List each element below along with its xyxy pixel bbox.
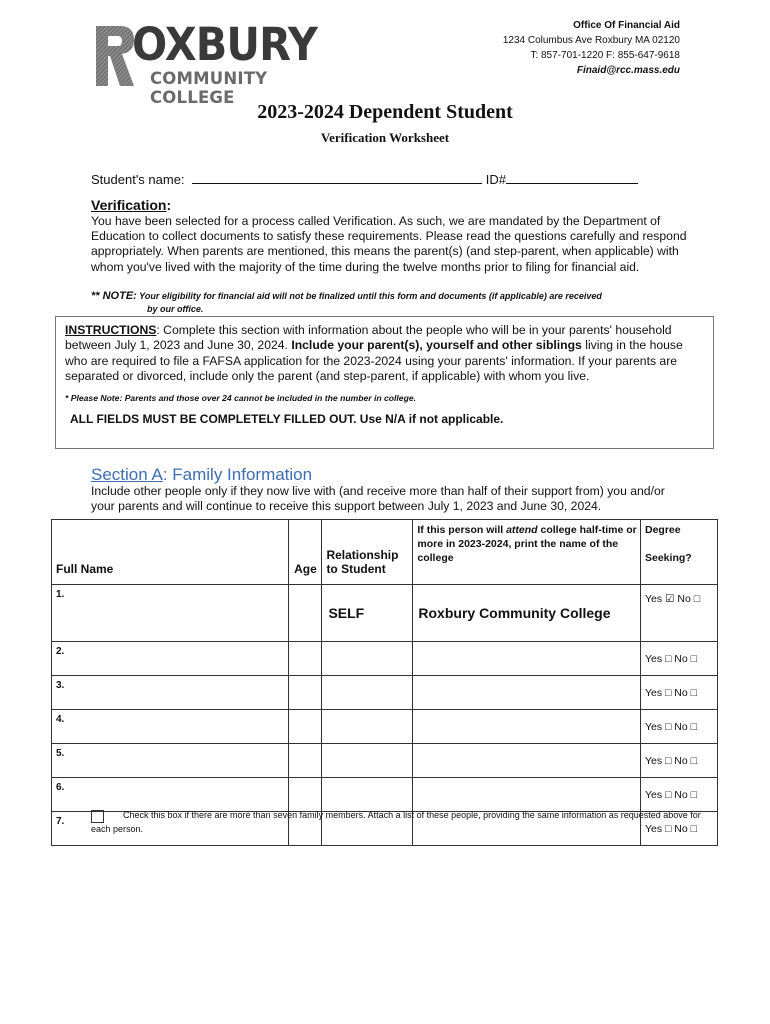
- verification-heading-colon: :: [166, 197, 172, 213]
- verification-heading: [91, 197, 171, 213]
- logo-wordmark: OXBURY: [132, 18, 317, 71]
- office-email: Finaid@rcc.mass.edu: [576, 65, 680, 76]
- header-college-post: college half-time or more in 2023-2024, print the name of the college: [417, 524, 637, 564]
- instructions-bold: Include your parent(s), yourself and other siblings: [291, 338, 582, 353]
- college-cell[interactable]: Roxbury Community College: [413, 585, 641, 642]
- table-header-row: [52, 520, 718, 585]
- instructions-heading: INSTRUCTIONS: [65, 323, 157, 337]
- student-id-label: ID#: [485, 172, 507, 187]
- row-number[interactable]: 2.: [52, 642, 289, 676]
- all-fields-notice: ALL FIELDS MUST BE COMPLETELY FILLED OUT. Use N/A if not applicable.: [70, 412, 504, 426]
- header-degree: [641, 520, 718, 585]
- office-contact: [503, 18, 680, 78]
- table-row: [52, 642, 718, 676]
- table-row: [52, 744, 718, 778]
- row-number[interactable]: 5.: [52, 744, 289, 778]
- row-number[interactable]: 1.: [52, 585, 289, 642]
- header-college-pre: If this person will: [417, 524, 507, 536]
- degree-seeking-checkboxes[interactable]: Yes □ No □: [641, 812, 718, 846]
- row-number[interactable]: 7.: [52, 812, 289, 846]
- relationship-cell[interactable]: [322, 710, 413, 744]
- relationship-cell[interactable]: [322, 778, 413, 812]
- degree-seeking-checkboxes[interactable]: Yes □ No □: [641, 676, 718, 710]
- row-number[interactable]: 3.: [52, 676, 289, 710]
- office-address: 1234 Columbus Ave Roxbury MA 02120: [502, 35, 680, 46]
- relationship-cell[interactable]: [322, 642, 413, 676]
- section-a-title: : Family Information: [162, 465, 313, 484]
- verification-heading-text: Verification: [91, 197, 167, 213]
- section-a-label: Section A: [91, 465, 163, 484]
- logo-subtitle: COMMUNITY COLLEGE: [150, 69, 268, 107]
- header-full-name: Full Name: [52, 520, 289, 585]
- section-a-heading: [91, 465, 312, 485]
- page-title: 2023-2024 Dependent Student: [257, 101, 513, 123]
- age-cell[interactable]: [289, 585, 322, 642]
- row-number[interactable]: 6.: [52, 778, 289, 812]
- age-cell[interactable]: [289, 744, 322, 778]
- age-cell[interactable]: [289, 710, 322, 744]
- row-number[interactable]: 4.: [52, 710, 289, 744]
- instructions-body: [65, 323, 705, 384]
- relationship-cell[interactable]: [322, 744, 413, 778]
- logo-r-mark-icon: [94, 24, 134, 88]
- instructions-part-1: : Complete this section with information about the people who will be in your parents' household between July 1, 2023 and June 30, 2024.: [65, 323, 672, 353]
- college-cell[interactable]: [413, 710, 641, 744]
- student-id-field[interactable]: [506, 171, 638, 184]
- college-cell[interactable]: [413, 642, 641, 676]
- office-phone: T: 857-701-1220 F: 855-647-9618: [530, 50, 680, 61]
- age-cell[interactable]: [289, 676, 322, 710]
- more-members-note: Check this box if there are more than seven family members. Attach a list of these people, providing the same information as requested above for each person.: [91, 810, 701, 834]
- college-logo: [94, 18, 346, 107]
- college-cell[interactable]: [413, 778, 641, 812]
- degree-seeking-checkboxes[interactable]: Yes □ No □: [641, 710, 718, 744]
- college-cell[interactable]: [413, 676, 641, 710]
- table-row: [52, 778, 718, 812]
- instructions-part-2: living in the house who are required to file a FAFSA application for the 2023-2024 using your parents' information. If your parents are separated or divorced, include only the parent (and step-parent, if applicable) with whom you live.: [65, 338, 683, 383]
- college-cell[interactable]: [413, 744, 641, 778]
- header-seeking-label: Seeking?: [645, 552, 692, 564]
- degree-seeking-checkboxes[interactable]: Yes ☑ No □: [641, 585, 718, 642]
- office-name: Office Of Financial Aid: [573, 20, 680, 31]
- header-degree-label: Degree: [645, 524, 681, 536]
- section-a-body: Include other people only if they now live with (and receive more than half of their support from) you and/or your parents and will continue to receive this support between July 1, 2023 and June 30, 2024.: [91, 484, 665, 514]
- note-line-2: by our office.: [147, 304, 204, 314]
- page-subtitle: Verification Worksheet: [320, 130, 450, 145]
- degree-seeking-checkboxes[interactable]: Yes □ No □: [641, 642, 718, 676]
- header-college-em: attend: [506, 524, 538, 536]
- header-age: Age: [289, 520, 322, 585]
- family-info-table: [51, 519, 718, 846]
- age-cell[interactable]: [289, 642, 322, 676]
- age-cell[interactable]: [289, 778, 322, 812]
- verification-body: You have been selected for a process called Verification. As such, we are mandated by the Department of Education to collect documents to satisfy these requirements. Please read the questions carefully and respond appropriately. When parents are mentioned, this means the parent(s) (and step-parent, when applicable) with whom you've lived with the majority of the time during the twelve months prior to filing for financial aid.: [91, 214, 687, 274]
- relationship-cell[interactable]: [322, 676, 413, 710]
- degree-seeking-checkboxes[interactable]: Yes □ No □: [641, 744, 718, 778]
- please-note: * Please Note: Parents and those over 24 cannot be included in the number in college.: [65, 393, 416, 403]
- student-name-field[interactable]: [192, 171, 482, 184]
- verification-note: [91, 290, 691, 316]
- student-name-label: Student's name:: [91, 172, 185, 187]
- note-label: ** NOTE:: [91, 290, 137, 302]
- note-line-1: Your eligibility for financial aid will not be finalized until this form and documents (if applicable) are received: [136, 291, 602, 301]
- table-row: [52, 585, 718, 642]
- table-row: [52, 676, 718, 710]
- student-info-line: [91, 171, 638, 187]
- relationship-cell[interactable]: SELF: [322, 585, 413, 642]
- table-row: [52, 710, 718, 744]
- header-relationship: Relationship to Student: [322, 520, 413, 585]
- degree-seeking-checkboxes[interactable]: Yes □ No □: [641, 778, 718, 812]
- header-college: [413, 520, 641, 585]
